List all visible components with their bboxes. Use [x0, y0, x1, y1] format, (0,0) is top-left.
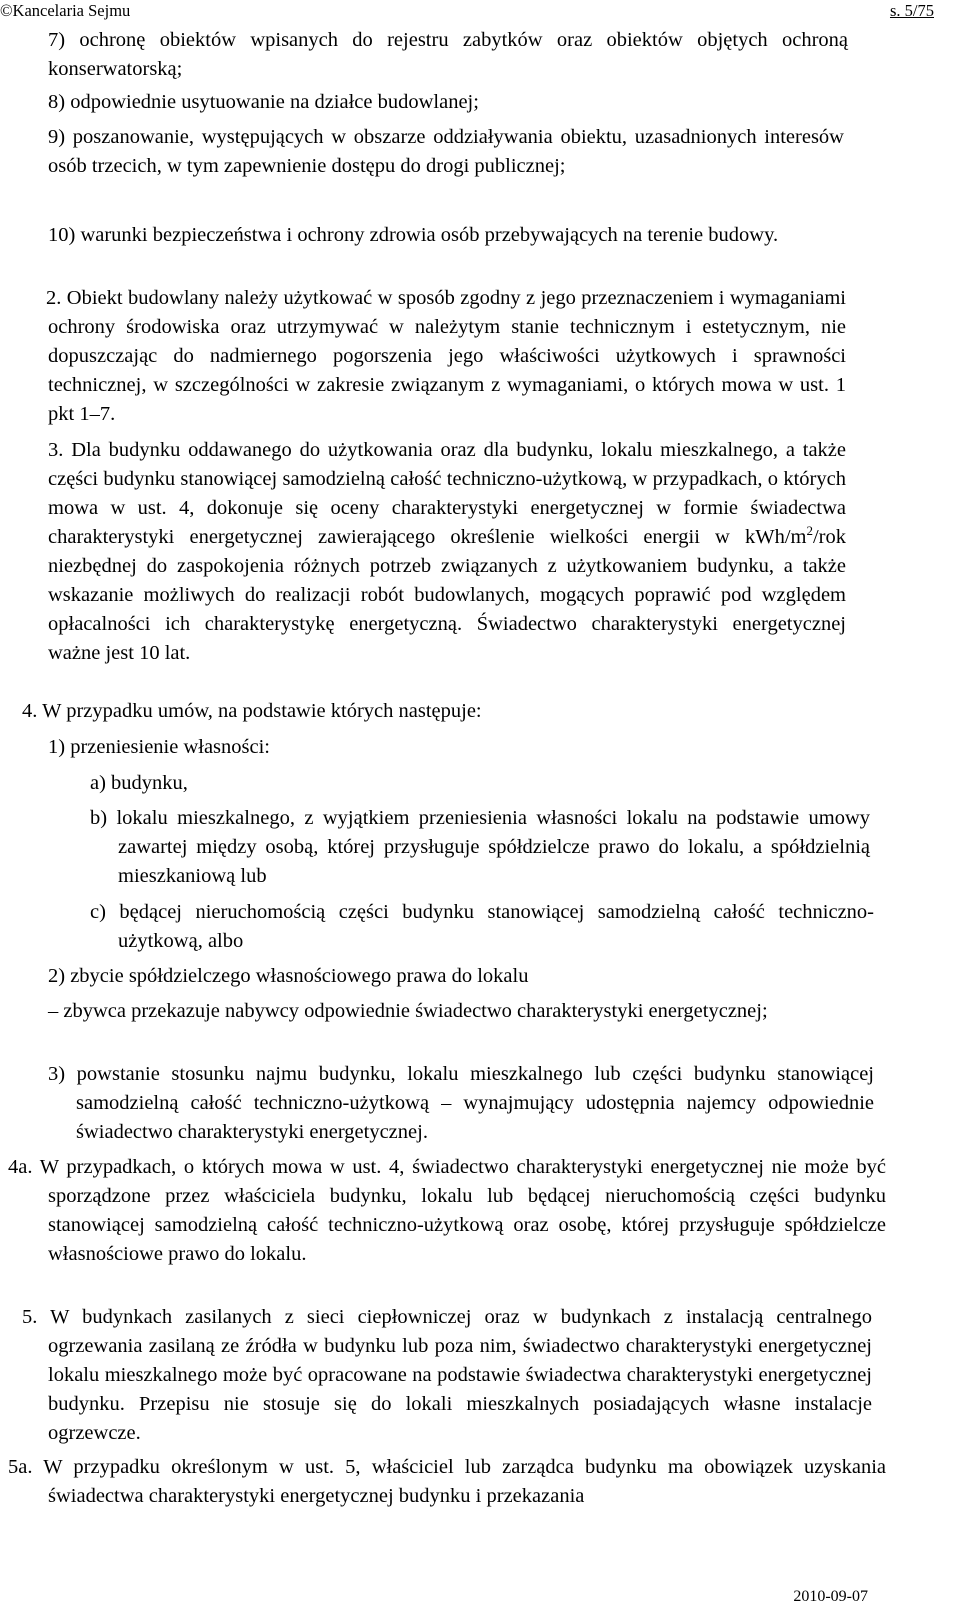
point-7: 7) ochronę obiektów wpisanych do rejestru zabytków oraz obiektów objętych ochroną konserwatorską; — [48, 29, 848, 80]
paragraph-4-point-1c: c) będącej nieruchomością części budynku stanowiącej samodzielną całość techniczno-użytkową, albo — [90, 901, 874, 952]
paragraph-4-point-1: 1) przeniesienie własności: — [48, 736, 271, 758]
paragraph-4-dash-clause: – zbywca przekazuje nabywcy odpowiednie świadectwo charakterystyki energetycznej; — [48, 1000, 768, 1022]
paragraph-5: 5. W budynkach zasilanych z sieci ciepłowniczej oraz w budynkach z instalacją centralnego ogrzewania zasilaną ze źródła w budynku lub poza nim, świadectwo charakterystyki energetycznej lokalu mieszkalnego może być opracowane na podstawie świadectwa charakterystyki energetycznej budynku. Przepisu nie stosuje się do lokali mieszkalnych posiadających własne instalacje ogrzewcze. — [22, 1306, 872, 1444]
point-9: 9) poszanowanie, występujących w obszarze oddziaływania obiektu, uzasadnionych interesów osób trzecich, w tym zapewnienie dostępu do drogi publicznej; — [48, 126, 844, 177]
point-10: 10) warunki bezpieczeństwa i ochrony zdrowia osób przebywających na terenie budowy. — [48, 224, 779, 246]
header-page-number: s. 5/75 — [889, 1, 934, 20]
paragraph-4: 4. W przypadku umów, na podstawie których następuje: — [22, 700, 482, 722]
point-8: 8) odpowiednie usytuowanie na działce budowlanej; — [48, 91, 479, 113]
paragraph-4-point-2: 2) zbycie spółdzielczego własnościowego prawa do lokalu — [48, 965, 529, 987]
footer-date: 2010-09-07 — [793, 1588, 868, 1605]
paragraph-5a: 5a. W przypadku określonym w ust. 5, właściciel lub zarządca budynku ma obowiązek uzyskania świadectwa charakterystyki energetycznej budynku i przekazania — [8, 1456, 886, 1507]
paragraph-4-point-1b: b) lokalu mieszkalnego, z wyjątkiem przeniesienia własności lokalu na podstawie umowy zawartej między osobą, której przysługuje spółdzielcze prawo do lokalu, a spółdzielnią mieszkaniową lub — [90, 807, 870, 887]
paragraph-4a: 4a. W przypadkach, o których mowa w ust. 4, świadectwo charakterystyki energetycznej nie może być sporządzone przez właściciela budynku, lokalu lub będącej nieruchomością części budynku stanowiącej samodzielną całość techniczno-użytkową oraz osobę, której przysługuje spółdzielcze własnościowe prawo do lokalu. — [8, 1156, 886, 1265]
paragraph-4-point-1a: a) budynku, — [90, 772, 188, 794]
header-source: ©Kancelaria Sejmu — [0, 1, 131, 20]
paragraph-3: 3. Dla budynku oddawanego do użytkowania oraz dla budynku, lokalu mieszkalnego, a także części budynku stanowiącej samodzielną całość techniczno-użytkową, w przypadkach, o których mowa w ust. 4, dokonuje się oceny charakterystyki energetycznej w formie świadectwa charakterystyki energetycznej zawierającego określenie wielkości energii w kWh/$m^2$/rok niezbędnej do zaspokojenia różnych potrzeb związanych z użytkowaniem budynku, a także wskazanie możliwych do realizacji robót budowlanych, mogących poprawić pod względem opłacalności ich charakterystykę energetyczną. Świadectwo charakterystyki energetycznej ważne jest 10 lat. — [48, 439, 846, 664]
paragraph-4-point-3: 3) powstanie stosunku najmu budynku, lokalu mieszkalnego lub części budynku stanowiącej samodzielną całość techniczno-użytkową – wynajmujący udostępnia najemcy odpowiednie świadectwo charakterystyki energetycznej. — [48, 1063, 874, 1143]
paragraph-2: 2. Obiekt budowlany należy użytkować w sposób zgodny z jego przeznaczeniem i wymaganiami ochrony środowiska oraz utrzymywać w należytym stanie technicznym i estetycznym, nie dopuszczając do nadmiernego pogorszenia jego właściwości użytkowych i sprawności technicznej, w szczególności w zakresie związanym z wymaganiami, o których mowa w ust. 1 pkt 1–7. — [46, 287, 846, 425]
